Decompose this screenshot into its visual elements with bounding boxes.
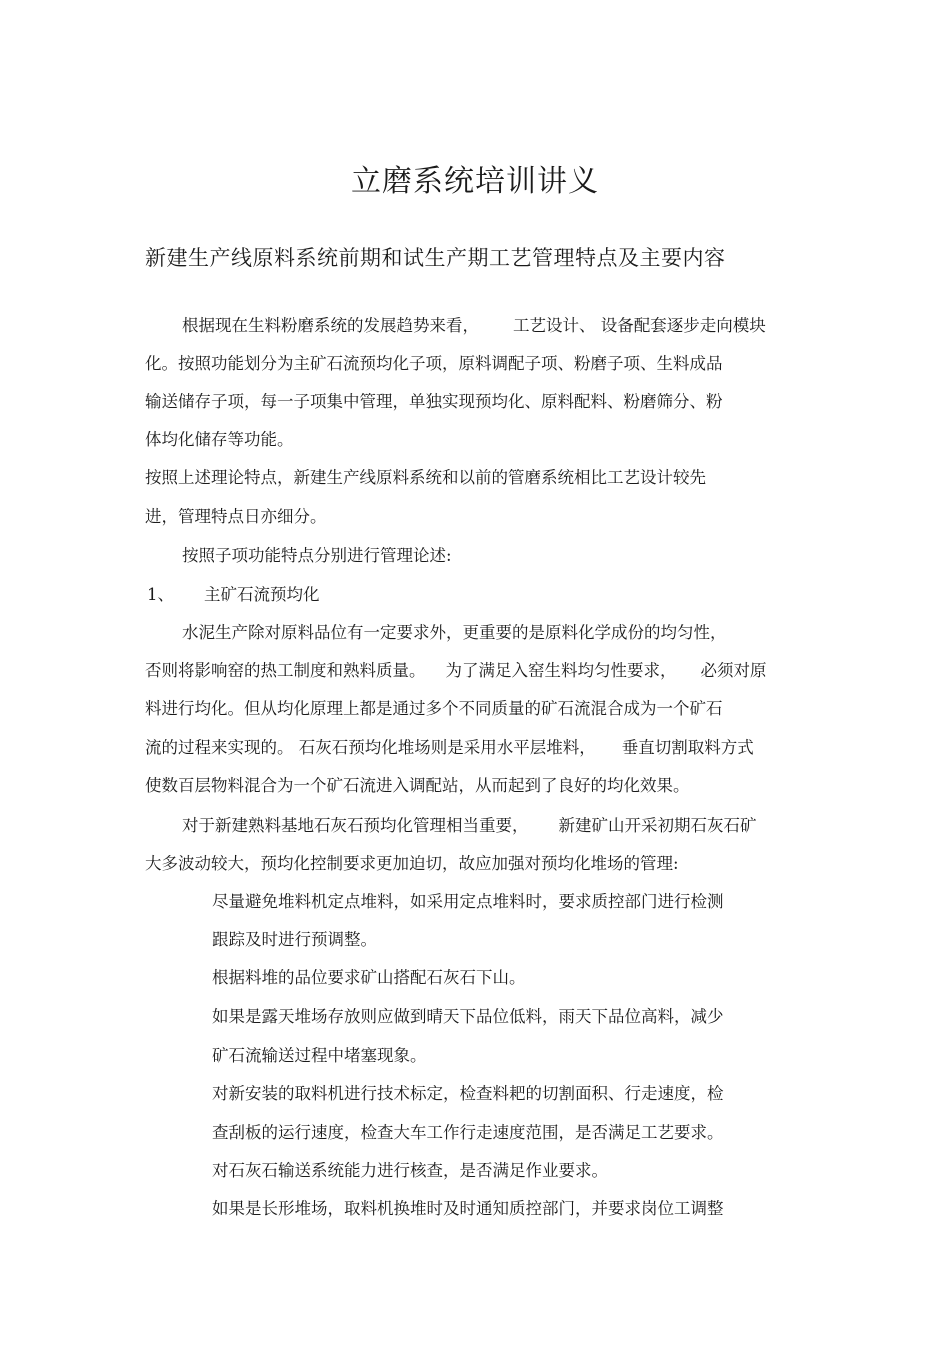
item1-line1: 尽量避免堆料机定点堆料，如采用定点堆料时，要求质控部门进行检测 bbox=[212, 892, 724, 911]
para4-line2-part-b: 为了满足入窑生料均匀性要求， bbox=[445, 661, 677, 680]
para5-line1-part-a: 对于新建熟料基地石灰石预均化管理相当重要， bbox=[182, 816, 529, 835]
section1-heading bbox=[147, 583, 320, 607]
item4-line1: 对新安装的取料机进行技术标定，检查料耙的切割面积、行走速度，检 bbox=[212, 1084, 724, 1103]
para4-line2 bbox=[145, 659, 767, 683]
item2-line: 根据料堆的品位要求矿山搭配石灰石下山。 bbox=[212, 968, 526, 987]
item3-line2: 矿石流输送过程中堵塞现象。 bbox=[212, 1046, 427, 1065]
para3-line: 按照子项功能特点分别进行管理论述: bbox=[182, 546, 452, 565]
para2-line1: 按照上述理论特点，新建生产线原料系统和以前的管磨系统相比工艺设计较先 bbox=[145, 468, 706, 487]
para5-line1 bbox=[182, 814, 757, 838]
item5-line: 对石灰石输送系统能力进行核查，是否满足作业要求。 bbox=[212, 1161, 608, 1180]
document-subtitle: 新建生产线原料系统前期和试生产期工艺管理特点及主要内容 bbox=[145, 246, 726, 270]
para4-line2-part-c: 必须对原 bbox=[700, 661, 767, 680]
para4-line2-part-a: 否则将影响窑的热工制度和熟料质量。 bbox=[145, 661, 426, 680]
item3-line1: 如果是露天堆场存放则应做到晴天下品位低料，雨天下品位高料，减少 bbox=[212, 1007, 724, 1026]
para1-line4: 体均化储存等功能。 bbox=[145, 430, 294, 449]
para4-line1: 水泥生产除对原料品位有一定要求外，更重要的是原料化学成份的均匀性， bbox=[182, 623, 727, 642]
section1-title: 主矿石流预均化 bbox=[204, 585, 320, 604]
item1-line2: 跟踪及时进行预调整。 bbox=[212, 930, 377, 949]
para1-line1 bbox=[182, 314, 766, 338]
para4-line5: 使数百层物料混合为一个矿石流进入调配站，从而起到了良好的均化效果。 bbox=[145, 776, 690, 795]
para1-line3: 输送储存子项，每一子项集中管理，单独实现预均化、原料配料、粉磨筛分、粉 bbox=[145, 392, 723, 411]
para4-line4 bbox=[145, 736, 754, 760]
para1-line1-part-b: 工艺设计、 设备配套逐步走向模块 bbox=[513, 316, 766, 335]
item6-line1: 如果是长形堆场，取料机换堆时及时通知质控部门，并要求岗位工调整 bbox=[212, 1199, 724, 1218]
para1-line2: 化。按照功能划分为主矿石流预均化子项，原料调配子项、粉磨子项、生料成品 bbox=[145, 354, 723, 373]
para4-line3: 料进行均化。但从均化原理上都是通过多个不同质量的矿石流混合成为一个矿石 bbox=[145, 699, 723, 718]
para5-line1-part-b: 新建矿山开采初期石灰石矿 bbox=[558, 816, 757, 835]
para2-line2: 进，管理特点日亦细分。 bbox=[145, 507, 327, 526]
section1-number: 1、 bbox=[147, 585, 174, 604]
document-title: 立磨系统培训讲义 bbox=[351, 164, 599, 199]
para5-line2: 大多波动较大，预均化控制要求更加迫切，故应加强对预均化堆场的管理: bbox=[145, 854, 679, 873]
para4-line4-part-b: 垂直切割取料方式 bbox=[621, 738, 754, 757]
para1-line1-part-a: 根据现在生料粉磨系统的发展趋势来看， bbox=[182, 316, 479, 335]
para4-line4-part-a: 流的过程来实现的。 石灰石预均化堆场则是采用水平层堆料， bbox=[145, 738, 596, 757]
item4-line2: 查刮板的运行速度，检查大车工作行走速度范围，是否满足工艺要求。 bbox=[212, 1123, 724, 1142]
